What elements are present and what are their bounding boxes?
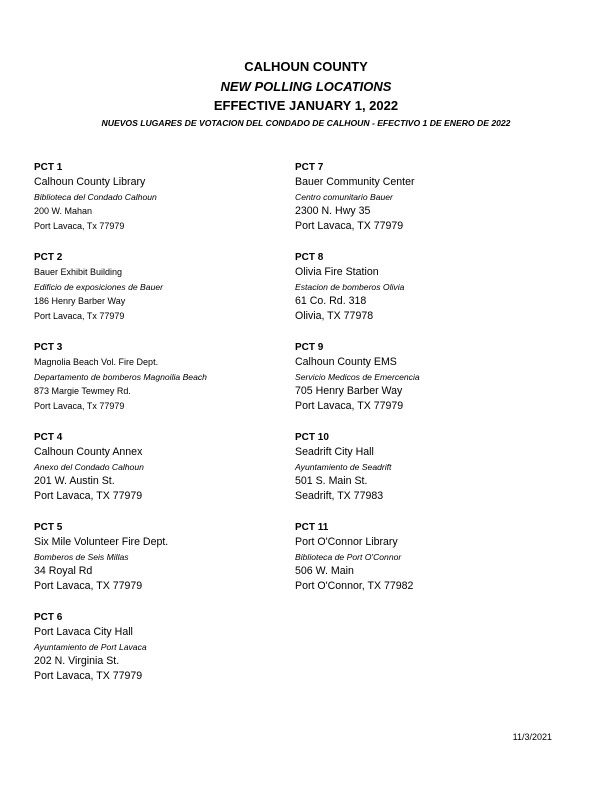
street-address: 34 Royal Rd <box>34 565 93 577</box>
precinct-entry <box>295 430 420 520</box>
location-name-spanish: Ayuntamiento de Port Lavaca <box>34 642 147 652</box>
precinct-label: PCT 5 <box>34 522 63 533</box>
location-name: Port O'Connor Library <box>295 536 398 548</box>
city-state-zip: Port Lavaca, Tx 77979 <box>34 221 125 231</box>
spanish-subtitle: NUEVOS LUGARES DE VOTACION DEL CONDADO DE CALHOUN - EFECTIVO 1 DE ENERO DE 2022 <box>101 118 511 128</box>
location-name: Calhoun County Annex <box>34 446 143 458</box>
document-date: 11/3/2021 <box>512 732 552 742</box>
city-state-zip: Port Lavaca, TX 77979 <box>295 220 404 232</box>
city-state-zip: Port Lavaca, TX 77979 <box>295 400 404 412</box>
street-address: 200 W. Mahan <box>34 206 93 216</box>
precinct-entry <box>34 160 207 250</box>
precinct-entry <box>34 340 207 430</box>
location-name-spanish: Anexo del Condado Calhoun <box>34 462 144 472</box>
document-title: NEW POLLING LOCATIONS <box>220 79 392 94</box>
precinct-entry <box>295 160 420 250</box>
precinct-label: PCT 9 <box>295 342 324 353</box>
precinct-entry <box>295 340 420 430</box>
street-address: 61 Co. Rd. 318 <box>295 295 367 307</box>
street-address: 501 S. Main St. <box>295 475 368 487</box>
location-name-spanish: Biblioteca del Condado Calhoun <box>34 192 157 202</box>
precinct-label: PCT 10 <box>295 432 329 443</box>
location-name: Bauer Exhibit Building <box>34 267 123 277</box>
precinct-label: PCT 1 <box>34 162 63 173</box>
location-name: Six Mile Volunteer Fire Dept. <box>34 536 169 548</box>
city-state-zip: Port Lavaca, Tx 77979 <box>34 311 125 321</box>
street-address: 705 Henry Barber Way <box>295 385 403 397</box>
street-address: 202 N. Virginia St. <box>34 655 120 667</box>
location-name: Olivia Fire Station <box>295 266 379 278</box>
county-title: CALHOUN COUNTY <box>244 59 368 74</box>
precinct-label: PCT 6 <box>34 612 63 623</box>
street-address: 2300 N. Hwy 35 <box>295 205 371 217</box>
location-name-spanish: Centro comunitario Bauer <box>295 192 393 202</box>
location-name-spanish: Biblioteca de Port O'Connor <box>295 552 402 562</box>
precinct-label: PCT 7 <box>295 162 324 173</box>
location-name: Seadrift City Hall <box>295 446 374 458</box>
precinct-column-right <box>295 160 420 610</box>
street-address: 506 W. Main <box>295 565 354 577</box>
location-name-spanish: Estacion de bomberos Olivia <box>295 282 405 292</box>
location-name: Calhoun County Library <box>34 176 146 188</box>
precinct-label: PCT 2 <box>34 252 63 263</box>
location-name: Bauer Community Center <box>295 176 415 188</box>
location-name-spanish: Edificio de exposiciones de Bauer <box>34 282 163 292</box>
location-name: Calhoun County EMS <box>295 356 397 368</box>
location-name: Magnolia Beach Vol. Fire Dept. <box>34 357 159 367</box>
precinct-label: PCT 4 <box>34 432 63 443</box>
precinct-label: PCT 11 <box>295 522 329 533</box>
precinct-label: PCT 8 <box>295 252 324 263</box>
location-name-spanish: Bomberos de Seis Millas <box>34 552 129 562</box>
document-header <box>0 57 612 130</box>
precinct-column-left <box>34 160 207 700</box>
precinct-entry <box>34 430 207 520</box>
city-state-zip: Port Lavaca, TX 77979 <box>34 490 143 502</box>
location-name-spanish: Departamento de bomberos Magnoilia Beach <box>34 372 207 382</box>
precinct-entry <box>295 520 420 610</box>
precinct-entry <box>34 610 207 700</box>
effective-date-heading: EFFECTIVE JANUARY 1, 2022 <box>213 98 399 113</box>
city-state-zip: Port Lavaca, TX 77979 <box>34 580 143 592</box>
location-name: Port Lavaca City Hall <box>34 626 133 638</box>
city-state-zip: Port Lavaca, TX 77979 <box>34 670 143 682</box>
precinct-entry <box>34 250 207 340</box>
precinct-label: PCT 3 <box>34 342 63 353</box>
location-name-spanish: Servicio Medicos de Emercencia <box>295 372 420 382</box>
city-state-zip: Olivia, TX 77978 <box>295 310 374 322</box>
location-name-spanish: Ayuntamiento de Seadrift <box>295 462 392 472</box>
street-address: 201 W. Austin St. <box>34 475 115 487</box>
city-state-zip: Port Lavaca, Tx 77979 <box>34 401 125 411</box>
city-state-zip: Port O'Connor, TX 77982 <box>295 580 414 592</box>
precinct-entry <box>34 520 207 610</box>
street-address: 186 Henry Barber Way <box>34 296 126 306</box>
street-address: 873 Margie Tewmey Rd. <box>34 386 131 396</box>
precinct-entry <box>295 250 420 340</box>
city-state-zip: Seadrift, TX 77983 <box>295 490 384 502</box>
